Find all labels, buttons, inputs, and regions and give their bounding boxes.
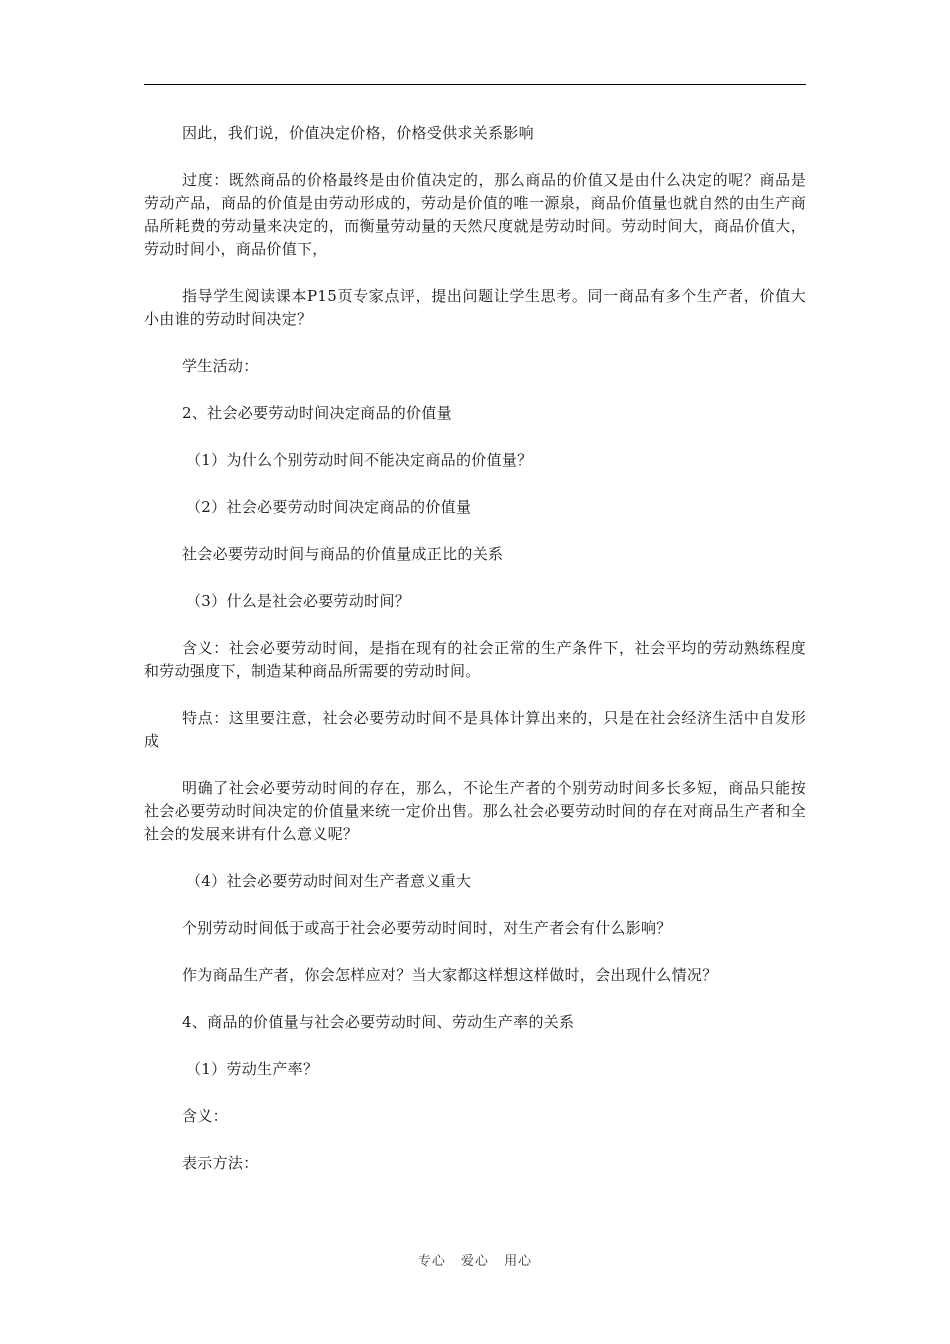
subheading-3: （3）什么是社会必要劳动时间？ [186,592,411,610]
paragraph-student-activity: 学生活动： [182,357,259,375]
subheading-productivity: （1）劳动生产率？ [186,1060,319,1078]
subheading-1: （1）为什么个别劳动时间不能决定商品的价值量？ [186,451,533,469]
section-heading-4: 4、商品的价值量与社会必要劳动时间、劳动生产率的关系 [182,1013,575,1031]
paragraph-characteristics: 特点：这里要注意，社会必要劳动时间不是具体计算出来的，只是在社会经济生活中自发形成 [144,709,806,750]
paragraph-definition: 含义：社会必要劳动时间，是指在现有的社会正常的生产条件下，社会平均的劳动熟练程度和劳动强度下，制造某种商品所需要的劳动时间。 [144,639,806,680]
paragraph-question-1: 个别劳动时间低于或高于社会必要劳动时间时，对生产者会有什么影响？ [182,919,672,937]
paragraph-transition: 过度：既然商品的价格最终是由价值决定的，那么商品的价值又是由什么决定的呢？商品是劳动产品，商品的价值是由劳动形成的，劳动是价值的唯一源泉，商品价值量也就自然的由生产商品所耗费的劳动量来决定的，而衡量劳动量的天然尺度就是劳动时间。劳动时间大，商品价值大，劳动时间小，商品价值下， [144,171,806,258]
subheading-4: （4）社会必要劳动时间对生产者意义重大 [186,872,472,890]
header-rule [144,84,806,85]
paragraph-proportional: 社会必要劳动时间与商品的价值量成正比的关系 [182,545,504,563]
paragraph-guided-reading: 指导学生阅读课本P15页专家点评，提出问题让学生思考。同一商品有多个生产者，价值大小由谁的劳动时间决定？ [144,287,806,328]
subheading-2: （2）社会必要劳动时间决定商品的价值量 [186,498,472,516]
paragraph-significance: 明确了社会必要劳动时间的存在，那么，不论生产者的个别劳动时间多长多短，商品只能按社会必要劳动时间决定的价值量来统一定价出售。那么社会必要劳动时间的存在对商品生产者和全社会的发展来讲有什么意义呢？ [144,779,806,843]
paragraph-question-2: 作为商品生产者，你会怎样应对？当大家都这样想这样做时，会出现什么情况？ [182,966,718,984]
section-heading-2: 2、社会必要劳动时间决定商品的价值量 [182,404,452,422]
paragraph-expression-label: 表示方法： [182,1154,259,1172]
document-body [144,122,806,1199]
paragraph-meaning-label: 含义： [182,1107,228,1125]
page-footer: 专心 爱心 用心 [417,1254,533,1269]
paragraph-conclusion: 因此，我们说，价值决定价格，价格受供求关系影响 [182,124,534,142]
